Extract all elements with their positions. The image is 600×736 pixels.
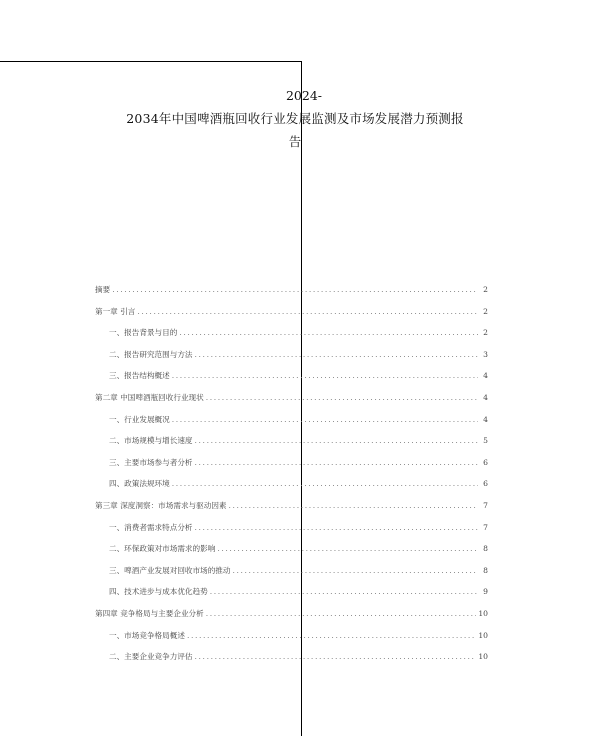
toc-entry-label: 三、报告结构概述 — [109, 371, 170, 381]
toc-entry-page: 7 — [483, 500, 488, 510]
toc-entry[interactable] — [95, 603, 488, 625]
toc-entry-page: 4 — [483, 371, 488, 381]
toc-entry-page: 10 — [478, 608, 488, 618]
toc-entry-label: 一、消费者需求特点分析 — [109, 522, 193, 532]
toc-leader-dots — [172, 365, 478, 387]
toc-entry[interactable] — [95, 538, 488, 560]
toc-entry[interactable] — [95, 581, 488, 603]
title-line-2: 2034年中国啤酒瓶回收行业发展监测及市场发展潜力预测报 — [126, 111, 464, 126]
toc-entry-label: 第二章 中国啤酒瓶回收行业现状 — [95, 392, 204, 402]
toc-entry[interactable] — [95, 517, 488, 539]
toc-entry[interactable] — [95, 301, 488, 323]
toc-leader-dots — [229, 495, 478, 517]
toc-entry-page: 2 — [483, 285, 488, 294]
toc-entry-page: 7 — [483, 522, 488, 532]
toc-entry[interactable] — [95, 387, 488, 409]
toc-entry-label: 摘要 — [95, 285, 111, 294]
toc-leader-dots — [172, 473, 478, 495]
toc-entry-label: 四、技术进步与成本优化趋势 — [109, 587, 208, 597]
toc-leader-dots — [217, 538, 478, 560]
toc-entry[interactable] — [95, 409, 488, 431]
toc-leader-dots — [195, 430, 478, 452]
toc-leader-dots — [210, 581, 478, 603]
table-of-contents — [95, 279, 488, 668]
toc-entry[interactable] — [95, 322, 488, 344]
toc-leader-dots — [195, 517, 478, 539]
toc-entry[interactable] — [95, 430, 488, 452]
document-title — [95, 84, 495, 153]
toc-entry-page: 6 — [483, 457, 488, 467]
toc-entry-page: 10 — [478, 652, 488, 662]
toc-entry-label: 二、主要企业竞争力评估 — [109, 652, 193, 662]
toc-entry-page: 3 — [483, 349, 488, 359]
toc-entry-page: 4 — [483, 392, 488, 402]
toc-entry-page: 2 — [483, 328, 488, 338]
toc-entry-label: 二、市场规模与增长速度 — [109, 436, 193, 446]
toc-leader-dots — [195, 646, 477, 668]
toc-entry-label: 三、主要市场参与者分析 — [109, 457, 193, 467]
title-line-1: 2024- — [285, 88, 323, 103]
toc-leader-dots — [195, 452, 478, 474]
toc-leader-dots — [206, 387, 478, 409]
toc-entry-label: 第三章 深度洞察：市场需求与驱动因素 — [95, 500, 227, 510]
toc-entry[interactable] — [95, 365, 488, 387]
toc-entry[interactable] — [95, 495, 488, 517]
toc-entry-label: 第一章 引言 — [95, 306, 136, 316]
toc-entry[interactable] — [95, 344, 488, 366]
toc-entry[interactable] — [95, 452, 488, 474]
toc-entry-label: 三、啤酒产业发展对回收市场的推动 — [109, 565, 231, 575]
toc-entry[interactable] — [95, 646, 488, 668]
toc-entry-label: 二、环保政策对市场需求的影响 — [109, 544, 216, 554]
title-line-3: 告 — [288, 134, 302, 149]
toc-entry-label: 一、报告背景与目的 — [109, 328, 178, 338]
toc-leader-dots — [195, 344, 478, 366]
toc-entry-page: 5 — [483, 436, 488, 446]
toc-leader-dots — [172, 409, 478, 431]
toc-entry-page: 9 — [483, 587, 488, 597]
toc-entry[interactable] — [95, 625, 488, 647]
toc-leader-dots — [179, 322, 478, 344]
toc-entry-page: 8 — [483, 565, 488, 575]
toc-entry-label: 一、市场竞争格局概述 — [109, 630, 185, 640]
toc-entry-page: 2 — [483, 306, 488, 316]
toc-leader-dots — [206, 603, 477, 625]
toc-leader-dots — [233, 560, 479, 582]
toc-entry[interactable] — [95, 279, 488, 301]
toc-entry-label: 一、行业发展概况 — [109, 414, 170, 424]
frame-border-top — [0, 61, 302, 62]
toc-entry-label: 第四章 竞争格局与主要企业分析 — [95, 608, 204, 618]
toc-entry-page: 8 — [483, 544, 488, 554]
toc-entry-page: 4 — [483, 414, 488, 424]
toc-entry-label: 四、政策法规环境 — [109, 479, 170, 489]
toc-entry-page: 6 — [483, 479, 488, 489]
toc-entry-page: 10 — [478, 630, 488, 640]
toc-entry-label: 二、报告研究范围与方法 — [109, 349, 193, 359]
toc-entry[interactable] — [95, 473, 488, 495]
toc-leader-dots — [187, 625, 476, 647]
toc-leader-dots — [137, 301, 478, 323]
toc-leader-dots — [112, 279, 478, 301]
toc-entry[interactable] — [95, 560, 488, 582]
